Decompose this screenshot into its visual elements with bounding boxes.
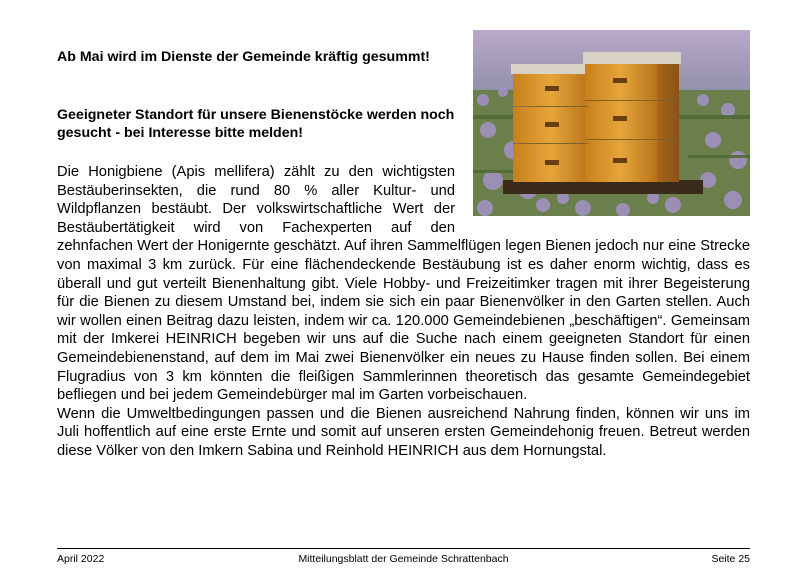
article-subheading: Geeigneter Standort für unsere Bienenstöcke werden noch gesucht - bei Interesse bitte melden!	[57, 107, 455, 141]
footer-divider	[57, 548, 750, 549]
image-wrap-spacer	[455, 163, 750, 219]
footer-publication: Mitteilungsblatt der Gemeinde Schrattenbach	[298, 553, 509, 565]
footer-page-number: Seite 25	[711, 553, 750, 565]
article-paragraph-text: Die Honigbiene (Apis mellifera) zählt zu den wichtigsten Bestäuberinsekten, die rund 80 % aller Kultur- und Wildpflanzen bestäubt. Der volkswirtschaftliche Wert der Bestäubertätigkeit wird von Fachexperten auf den zehnfachen Wert der Honigernte geschätzt. Auf ihren Sammelflügen legen Bienen jedoch nur eine Strecke von maximal 3 km zurück. Für eine flächendeckende Bestäubung ist es daher enorm wichtig, dass es überall und gut verteilt Bienenhaltung gibt. Viele Hobby- und Freizeitimker tragen mit ihrer Begeisterung für die Bienen zu diesem Umstand bei, indem sie sich ein paar Bienenvölker in den Garten stellen. Auch wir wollen einen Beitrag dazu leisten, indem wir ca. 120.000 Gemeindebienen „beschäftigen“. Gemeinsam mit der Imkerei HEINRICH begeben wir uns auf die Suche nach einem geeigneten Standort für einen Gemeindebienenstand, auf dem im Mai zwei Bienenvölker ein neues zu Hause finden sollen. Bei einem Flugradius von 3 km könnten die fleißigen Sammlerinnen theoretisch das gesamte Gemeindegebiet befliegen und bei jedem Gemeindebürger mal im Garten vorbeischauen.	[57, 164, 750, 404]
article-heading: Ab Mai wird im Dienste der Gemeinde kräftig gesummt!	[57, 49, 430, 65]
article-body	[57, 163, 750, 461]
article-paragraph: Wenn die Umweltbedingungen passen und die Bienen ausreichend Nahrung finden, können wir uns im Juli hoffentlich auf eine erste Ernte und somit auf unseren ersten Gemeindehonig freuen. Betreut werden diese Völker von den Imkern Sabina und Reinhold HEINRICH aus dem Hornungstal.	[57, 405, 750, 459]
article-paragraph	[57, 163, 750, 405]
footer-date: April 2022	[57, 553, 105, 565]
